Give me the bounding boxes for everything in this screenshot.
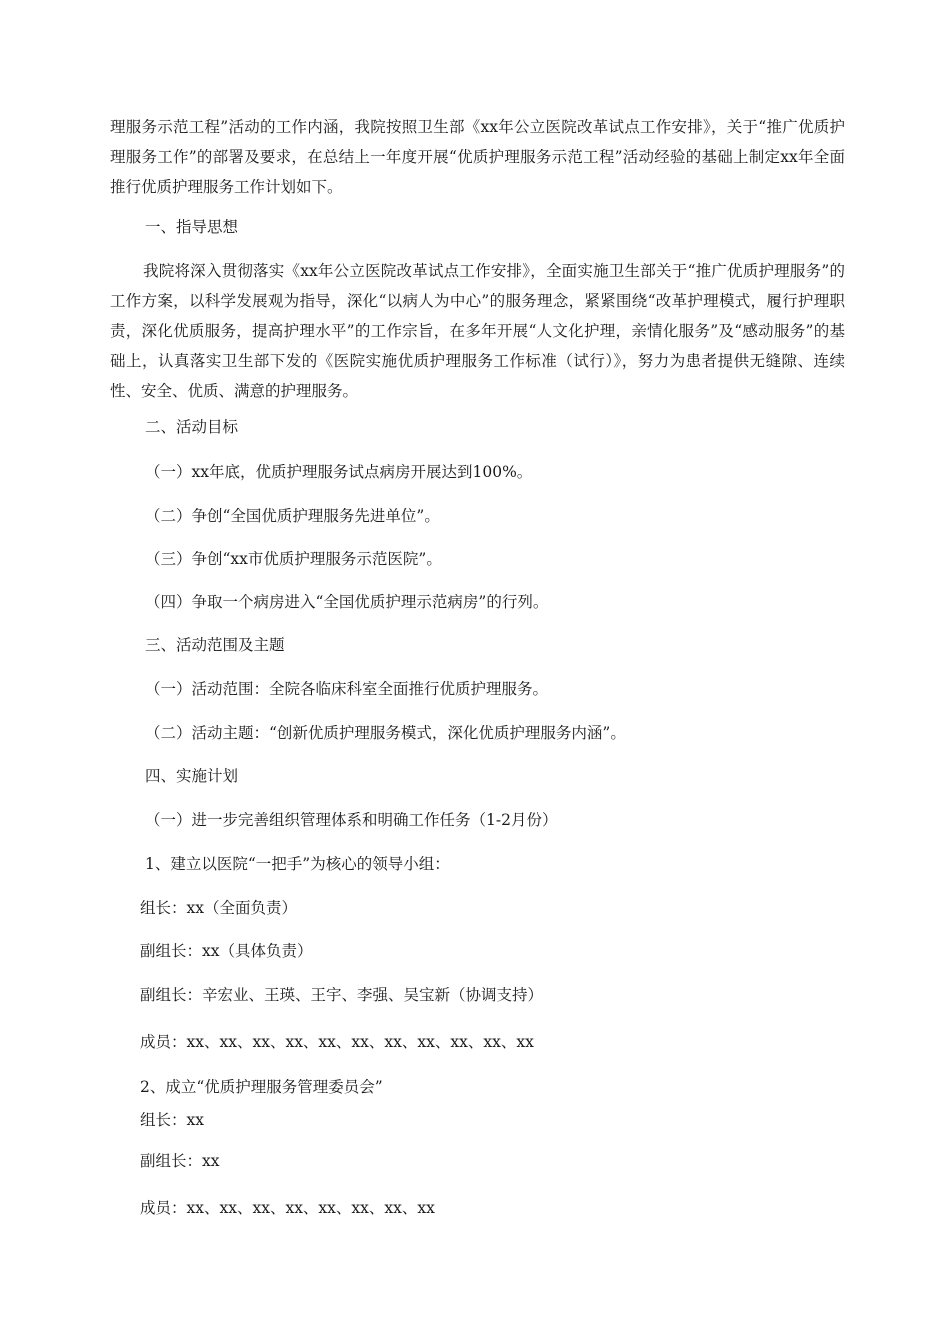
members-line: 成员：xx、xx、xx、xx、xx、xx、xx、xx、xx、xx、xx (140, 1033, 534, 1051)
scope-item: （一）活动范围：全院各临床科室全面推行优质护理服务。 (145, 680, 549, 698)
deputy-leader-line: 副组长：xx (140, 1152, 220, 1170)
guiding-ideology-paragraph: 我院将深入贯彻落实《xx年公立医院改革试点工作安排》，全面实施卫生部关于“推广优质护理服务”的工作方案，以科学发展观为指导，深化“以病人为中心”的服务理念，紧紧围绕“改革护理模式，履行护理职责，深化优质服务，提高护理水平”的工作宗旨，在多年开展“人文化护理，亲情化服务”及“感动服务”的基础上，认真落实卫生部下发的《医院实施优质护理服务工作标准（试行）》，努力为患者提供无缝隙、连续性、安全、优质、满意的护理服务。 (110, 262, 845, 400)
section-heading-scope-theme: 三、活动范围及主题 (145, 636, 285, 654)
goal-item: （一）xx年底，优质护理服务试点病房开展达到100%。 (145, 463, 533, 481)
leader-line: 组长：xx（全面负责） (140, 899, 297, 917)
plan-item: 1、建立以医院“一把手”为核心的领导小组： (145, 855, 450, 873)
leader-line: 组长：xx (140, 1111, 204, 1129)
section-heading-guiding-ideology: 一、指导思想 (145, 218, 239, 236)
deputy-leader-line: 副组长：xx（具体负责） (140, 942, 313, 960)
theme-item: （二）活动主题：“创新优质护理服务模式，深化优质护理服务内涵”。 (145, 724, 626, 742)
plan-item: 2、成立“优质护理服务管理委员会” (140, 1078, 383, 1096)
goal-item: （三）争创“xx市优质护理服务示范医院”。 (145, 550, 442, 568)
deputy-leader-line: 副组长：辛宏业、王瑛、王宇、李强、吴宝新（协调支持） (140, 986, 544, 1004)
section-heading-implementation-plan: 四、实施计划 (145, 767, 239, 785)
section-heading-activity-goals: 二、活动目标 (145, 418, 239, 436)
goal-item: （二）争创“全国优质护理服务先进单位”。 (145, 507, 440, 525)
intro-paragraph: 理服务示范工程”活动的工作内涵，我院按照卫生部《xx年公立医院改革试点工作安排》，关于“推广优质护理服务工作”的部署及要求，在总结上一年度开展“优质护理服务示范工程”活动经验的基础上制定xx年全面推行优质护理服务工作计划如下。 (110, 118, 845, 196)
goal-item: （四）争取一个病房进入“全国优质护理示范病房”的行列。 (145, 593, 549, 611)
plan-subheading: （一）进一步完善组织管理体系和明确工作任务（1-2月份） (145, 811, 558, 829)
members-line: 成员：xx、xx、xx、xx、xx、xx、xx、xx (140, 1199, 435, 1217)
